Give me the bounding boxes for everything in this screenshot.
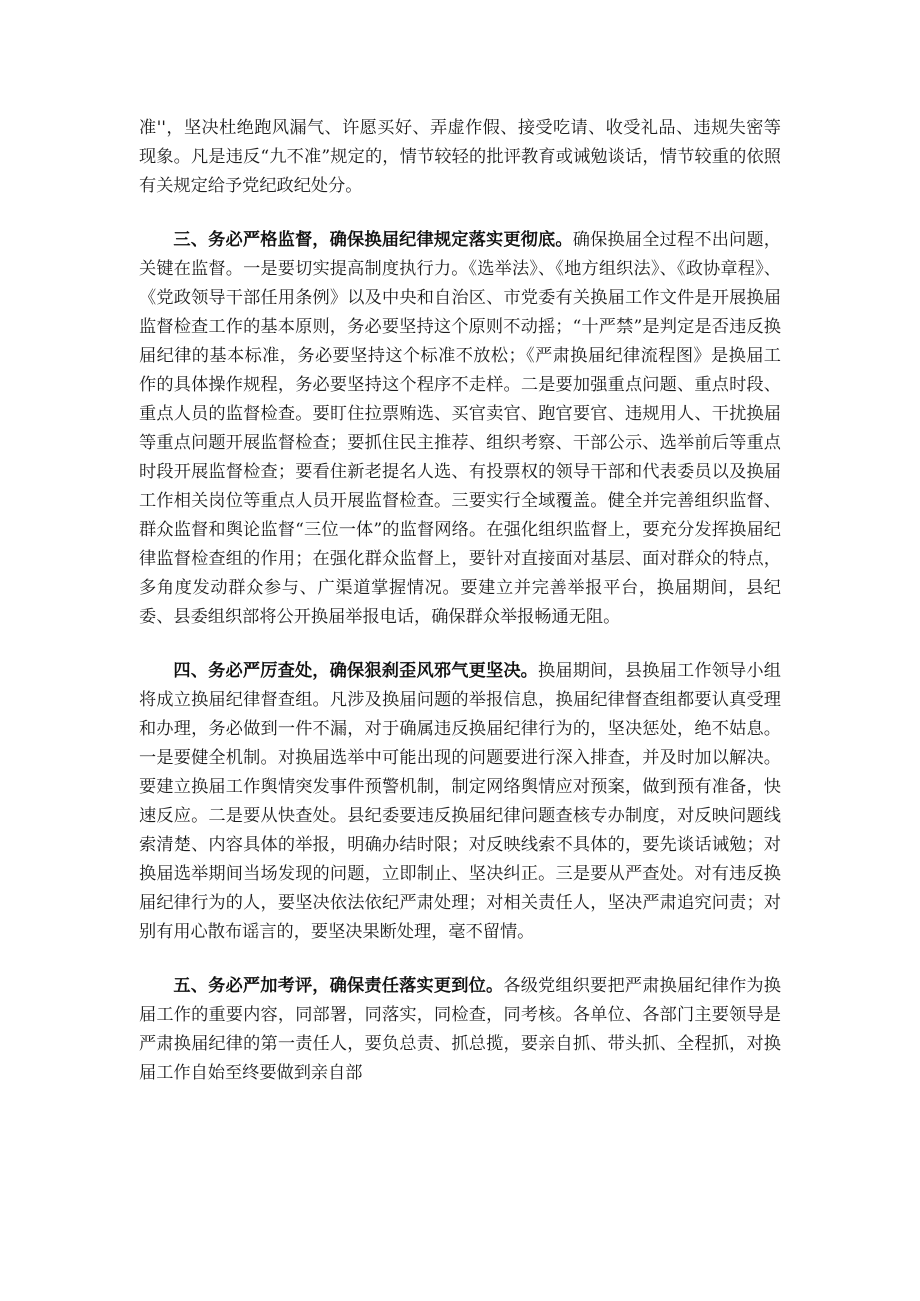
section-four-heading: 四、务必严厉查处，确保狠刹歪风邪气更坚决。 [173,661,539,681]
paragraph-section-three [139,226,781,632]
section-five-heading: 五、务必严加考评，确保责任落实更到位。 [173,976,504,996]
paragraph-body: 确保换届全过程不出问题，关键在监督。一是要切实提高制度执行力。《选举法》、《地方组织法》、《政协章程》、《党政领导干部任用条例》以及中央和自治区、市党委有关换届工作文件是开展换届监督检查工作的基本原则，务必要坚持这个原则不动摇；“十严禁”是判定是否违反换届纪律的基本标准，务必要坚持这个标准不放松；《严肃换届纪律流程图》是换届工作的具体操作规程，务必要坚持这个程序不走样。二是要加强重点问题、重点时段、重点人员的监督检查。要盯住拉票贿选、买官卖官、跑官要官、违规用人、干扰换届等重点问题开展监督检查；要抓住民主推荐、组织考察、干部公示、选举前后等重点时段开展监督检查；要看住新老提名人选、有投票权的领导干部和代表委员以及换届工作相关岗位等重点人员开展监督检查。三要实行全域覆盖。健全并完善组织监督、群众监督和舆论监督“三位一体”的监督网络。在强化组织监督上，要充分发挥换届纪律监督检查组的作用；在强化群众监督上，要针对直接面对基层、面对群众的特点，多角度发动群众参与、广渠道掌握情况。要建立并完善举报平台，换届期间，县纪委、县委组织部将公开换届举报电话，确保群众举报畅通无阻。 [139,230,781,627]
paragraph-body: 换届期间，县换届工作领导小组将成立换届纪律督查组。凡涉及换届问题的举报信息，换届纪律督查组都要认真受理和办理，务必做到一件不漏，对于确属违反换届纪律行为的，坚决惩处，绝不姑息。一是要健全机制。对换届选举中可能出现的问题要进行深入排查，并及时加以解决。要建立换届工作舆情突发事件预警机制，制定网络舆情应对预案，做到预有准备，快速反应。二是要从快查处。县纪委要违反换届纪律问题查核专办制度，对反映问题线索清楚、内容具体的举报，明确办结时限；对反映线索不具体的，要先谈话诫勉；对换届选举期间当场发现的问题，立即制止、坚决纠正。三是要从严查处。对有违反换届纪律行为的人，要坚决依法依纪严肃处理；对相关责任人，坚决严肃追究问责；对别有用心散布谣言的，要坚决果断处理，毫不留情。 [139,661,781,942]
document-page [139,114,781,1113]
paragraph-section-four [139,657,781,947]
paragraph-body: 准''，坚决杜绝跑风漏气、许愿买好、弄虚作假、接受吃请、收受礼品、违规失密等现象。凡是违反“九不准”规定的，情节较轻的批评教育或诫勉谈话，情节较重的依照有关规定给予党纪政纪处分。 [139,118,781,196]
paragraph-section-five [139,972,781,1088]
paragraph-nine-prohibitions-continued [139,114,781,201]
paragraph-body: 各级党组织要把严肃换届纪律作为换届工作的重要内容，同部署，同落实，同检查，同考核。各单位、各部门主要领导是严肃换届纪律的第一责任人，要负总责、抓总揽，要亲自抓、带头抓、全程抓，对换届工作自始至终要做到亲自部 [139,976,781,1083]
section-three-heading: 三、务必严格监督，确保换届纪律规定落实更彻底。 [173,230,573,250]
